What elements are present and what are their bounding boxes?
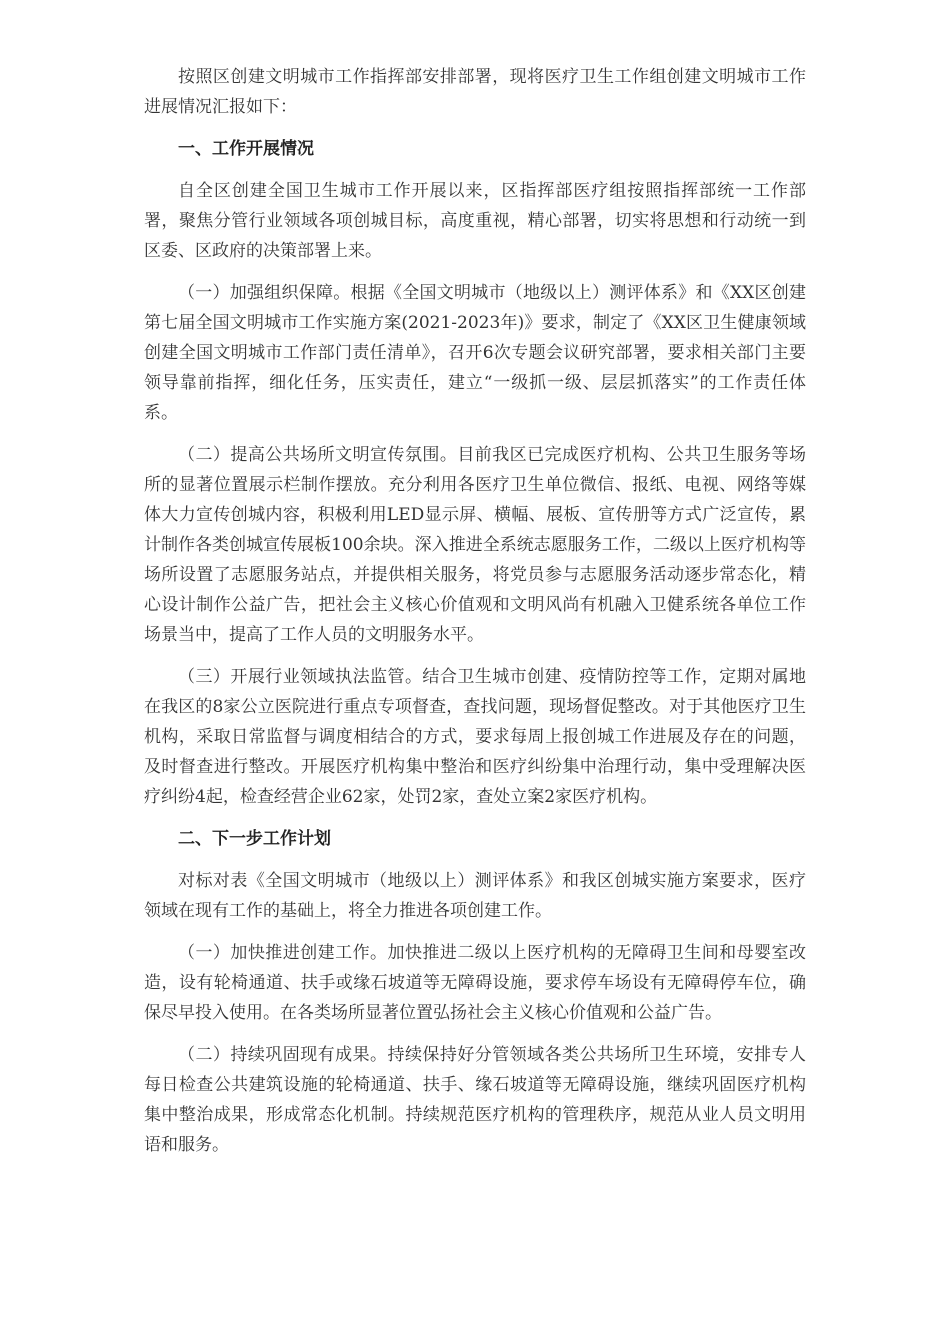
section2-lead-paragraph: 对标对表《全国文明城市（地级以上）测评体系》和我区创城实施方案要求，医疗领域在现有工作的基础上，将全力推进各项创建工作。 — [144, 871, 806, 921]
section1-item-publicity: （二）提高公共场所文明宣传氛围。目前我区已完成医疗机构、公共卫生服务等场所的显著位置展示栏制作摆放。充分利用各医疗卫生单位微信、报纸、电视、网络等媒体大力宣传创城内容，积极利用LED显示屏、横幅、展板、宣传册等方式广泛宣传，累计制作各类创城宣传展板100余块。深入推进全系统志愿服务工作，二级以上医疗机构等场所设置了志愿服务站点，并提供相关服务，将党员参与志愿服务活动逐步常态化，精心设计制作公益广告，把社会主义核心价值观和文明风尚有机融入卫健系统各单位工作场景当中，提高了工作人员的文明服务水平。 — [144, 445, 806, 645]
section1-item-organization: （一）加强组织保障。根据《全国文明城市（地级以上）测评体系》和《XX区创建第七届全国文明城市工作实施方案(2021-2023年)》要求，制定了《XX区卫生健康领域创建全国文明城市工作部门责任清单》，召开6次专题会议研究部署，要求相关部门主要领导靠前指挥，细化任务，压实责任，建立“一级抓一级、层层抓落实”的工作责任体系。 — [144, 283, 806, 423]
section-heading-work-progress: 一、工作开展情况 — [178, 139, 314, 159]
document-body — [144, 62, 806, 1172]
section1-lead-paragraph: 自全区创建全国卫生城市工作开展以来，区指挥部医疗组按照指挥部统一工作部署，聚焦分管行业领域各项创城目标，高度重视，精心部署，切实将思想和行动统一到区委、区政府的决策部署上来。 — [144, 181, 806, 261]
section2-item-accelerate: （一）加快推进创建工作。加快推进二级以上医疗机构的无障碍卫生间和母婴室改造，设有轮椅通道、扶手或缘石坡道等无障碍设施，要求停车场设有无障碍停车位，确保尽早投入使用。在各类场所显著位置弘扬社会主义核心价值观和公益广告。 — [144, 943, 806, 1023]
section-heading-next-plan: 二、下一步工作计划 — [178, 829, 331, 849]
section1-item-supervision: （三）开展行业领域执法监管。结合卫生城市创建、疫情防控等工作，定期对属地在我区的8家公立医院进行重点专项督查，查找问题，现场督促整改。对于其他医疗卫生机构，采取日常监督与调度相结合的方式，要求每周上报创城工作进展及存在的问题，及时督查进行整改。开展医疗机构集中整治和医疗纠纷集中治理行动，集中受理解决医疗纠纷4起，检查经营企业62家，处罚2家，查处立案2家医疗机构。 — [144, 667, 806, 807]
section2-item-consolidate: （二）持续巩固现有成果。持续保持好分管领域各类公共场所卫生环境，安排专人每日检查公共建筑设施的轮椅通道、扶手、缘石坡道等无障碍设施，继续巩固医疗机构集中整治成果，形成常态化机制。持续规范医疗机构的管理秩序，规范从业人员文明用语和服务。 — [144, 1045, 806, 1155]
intro-paragraph: 按照区创建文明城市工作指挥部安排部署，现将医疗卫生工作组创建文明城市工作进展情况汇报如下： — [144, 67, 806, 117]
